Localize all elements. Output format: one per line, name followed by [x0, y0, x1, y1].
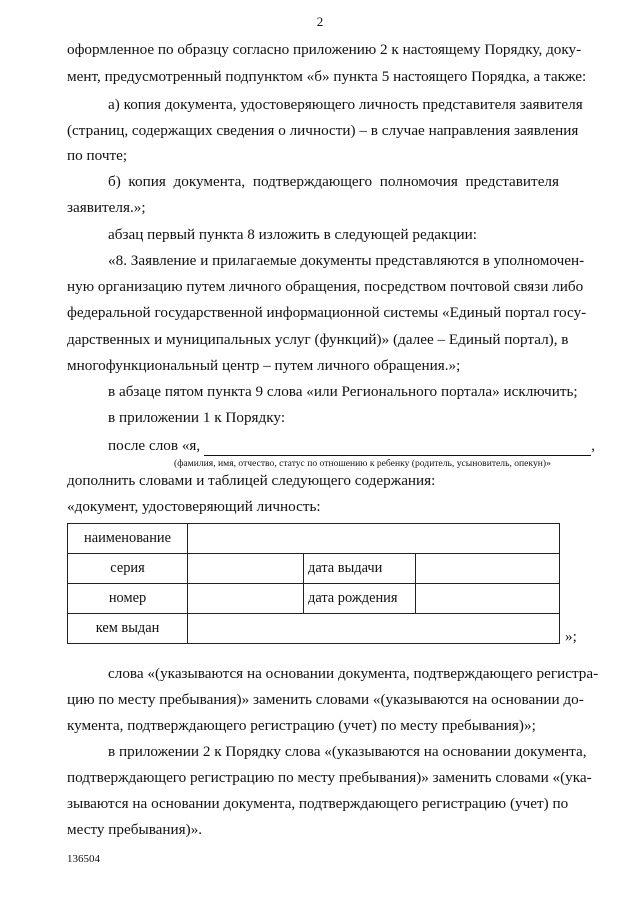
identity-document-table [67, 523, 560, 644]
paragraph-line: цию по месту пребывания)» заменить словами «(указываются на основании до- [67, 691, 584, 708]
table-cell-value [188, 554, 304, 584]
table-cell-value [188, 524, 560, 554]
line-prefix: после слов «я, [108, 437, 201, 454]
paragraph-line: дополнить словами и таблицей следующего содержания: [67, 472, 436, 489]
table-cell-value [188, 584, 304, 614]
paragraph-line: кумента, подтверждающего регистрацию (учет) по месту пребывания)»; [67, 717, 536, 734]
paragraph-line: (страниц, содержащих сведения о личности) – в случае направления заявления [67, 122, 579, 139]
table-cell-label: номер [68, 584, 188, 614]
paragraph-line: многофункциональный центр – путем личного обращения.»; [67, 357, 461, 374]
paragraph-line: подтверждающего регистрацию по месту пребывания)» заменить словами «(ука- [67, 769, 592, 786]
table-cell-label: дата рождения [304, 584, 416, 614]
table-row [68, 584, 560, 614]
paragraph-line: «документ, удостоверяющий личность: [67, 498, 321, 515]
paragraph-line: б) копия документа, подтверждающего полномочия представителя [108, 173, 559, 190]
name-blank-line [204, 436, 591, 456]
table-cell-label: кем выдан [68, 614, 188, 644]
paragraph-line: мент, предусмотренный подпунктом «б» пункта 5 настоящего Порядка, а также: [67, 68, 587, 85]
table-closing-quote: »; [565, 628, 577, 645]
table-cell-value [188, 614, 560, 644]
table-row [68, 554, 560, 584]
paragraph-line [108, 436, 595, 456]
paragraph-line: а) копия документа, удостоверяющего личность представителя заявителя [108, 96, 583, 113]
table-cell-label: дата выдачи [304, 554, 416, 584]
table-cell-value [416, 584, 560, 614]
paragraph-line: оформленное по образцу согласно приложению 2 к настоящему Порядку, доку- [67, 41, 582, 58]
paragraph-line: в приложении 1 к Порядку: [108, 409, 286, 426]
table-row [68, 614, 560, 644]
paragraph-line: по почте; [67, 147, 128, 164]
document-code: 136504 [67, 853, 100, 865]
table-cell-value [416, 554, 560, 584]
paragraph-line: дарственных и муниципальных услуг (функций)» (далее – Единый портал), в [67, 331, 569, 348]
table-row [68, 524, 560, 554]
paragraph-line: федеральной государственной информационной системы «Единый портал госу- [67, 304, 587, 321]
paragraph-line: в приложении 2 к Порядку слова «(указываются на основании документа, [108, 743, 587, 760]
blank-caption: (фамилия, имя, отчество, статус по отношению к ребенку (родитель, усыновитель, опекун)» [174, 458, 551, 469]
paragraph-line: зываются на основании документа, подтверждающего регистрацию (учет) по [67, 795, 569, 812]
paragraph-line: в абзаце пятом пункта 9 слова «или Регионального портала» исключить; [108, 383, 578, 400]
page-number: 2 [316, 14, 324, 29]
paragraph-line: ную организацию путем личного обращения, посредством почтовой связи либо [67, 278, 584, 295]
paragraph-line: слова «(указываются на основании документа, подтверждающего регистра- [108, 665, 599, 682]
paragraph-line: месту пребывания)». [67, 821, 203, 838]
table-cell-label: серия [68, 554, 188, 584]
table-cell-label: наименование [68, 524, 188, 554]
paragraph-line: заявителя.»; [67, 199, 146, 216]
line-suffix: , [591, 437, 596, 454]
paragraph-line: абзац первый пункта 8 изложить в следующей редакции: [108, 226, 478, 243]
paragraph-line: «8. Заявление и прилагаемые документы представляются в уполномочен- [108, 252, 585, 269]
